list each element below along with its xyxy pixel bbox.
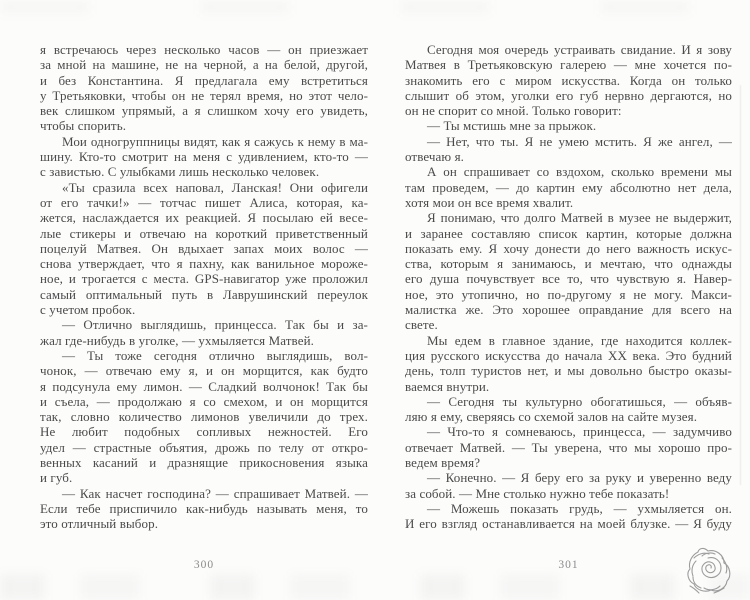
text-line: ция русского искусства до начала XX века. Это будний — [405, 347, 732, 363]
text-line: и без Константина. Я предлагала ему встретиться — [40, 72, 368, 88]
scan-noise-top — [0, 0, 750, 14]
text-line: — Ты мстишь мне за прыжок. — [427, 118, 597, 134]
text-line: Не любит подобных сопливых нежностей. Его — [40, 424, 368, 440]
text-line: это отличный выбор. — [40, 516, 159, 532]
text-line: хотя мои он все время хвалит. — [405, 194, 574, 210]
text-line: Матвея в Третьяковскую галерею — мне хочется по- — [405, 57, 732, 73]
text-line: он не спорит со мной. Только говорит: — [405, 103, 622, 119]
text-line: Мои одногруппницы видят, как я сажусь к нему в ма- — [62, 133, 368, 149]
text-line: поцелуй Матвея. Он вдыхает запах моих волос — — [40, 240, 368, 256]
text-line: венных касаний и дразнящие прикосновения языка — [40, 455, 368, 471]
text-line: ное, и трогается с места. GPS-навигатор уже проложил — [40, 271, 368, 287]
text-line: ства, которым я занимаюсь, и мечтаю, что однажды — [405, 256, 732, 272]
text-line: снова утверждает, что я пахну, как ванильное мороже- — [40, 256, 368, 272]
text-line: — Отлично выглядишь, принцесса. Так бы и за- — [62, 317, 368, 333]
text-line: за мной на машине, не на черной, а на белой, другой, — [40, 57, 368, 73]
text-line: и заранее составляю список картин, которые должна — [405, 225, 732, 241]
left-page-number: 300 — [193, 559, 215, 571]
text-line: его душа почувствует все то, что чувствую я. Навер- — [405, 271, 732, 287]
text-line: у Третьяковки, чтобы он не терял время, но этот чело- — [40, 87, 368, 103]
scan-noise-bottom — [0, 574, 750, 600]
text-line: за собой. — Мне столько нужно тебе показать! — [405, 485, 670, 501]
text-line: свете. — [405, 317, 438, 333]
text-line: малистка же. Это хорошее оправдание для всего на — [405, 302, 732, 318]
text-line: — Сегодня ты культурно обогатишься, — объяв- — [427, 393, 732, 409]
text-line: И его взгляд останавливается на моей блузке. — Я буду — [405, 516, 732, 532]
text-line: самый оптимальный путь в Лаврушинский переулок — [40, 286, 368, 302]
text-line: — Ты тоже сегодня отлично выглядишь, вол- — [62, 347, 368, 363]
text-line: — Как насчет господина? — спрашивает Матвей. — — [62, 485, 368, 501]
text-line: отвечаю я. — [405, 149, 465, 165]
text-line: Если тебе приспичило как-нибудь называть меня, то — [40, 500, 368, 516]
text-line: отвечает Матвей. — Ты уверена, что мы хорошо про- — [405, 439, 732, 455]
text-line: так, словно количество лимонов увеличили до трех. — [40, 409, 368, 425]
text-line: ное, это утопично, но по-другому я не могу. Макси- — [405, 286, 732, 302]
text-line: ляю я ему, сверяясь со схемой залов на сайте музея. — [405, 409, 698, 425]
text-line: день, толп туристов нет, и мы довольно быстро оказы- — [405, 363, 732, 379]
right-page-text — [405, 42, 732, 532]
text-line: — Что-то я сомневаюсь, принцесса, — задумчиво — [427, 424, 732, 440]
text-line: ваемся внутри. — [405, 378, 490, 394]
right-page-number: 301 — [558, 559, 579, 571]
text-line: слышит об этом, уголки его губ нервно дергаются, но — [405, 87, 732, 103]
text-line: А он спрашивает со вздохом, сколько времени мы — [427, 164, 732, 180]
text-line: — Конечно. — Я беру его за руку и уверенно веду — [427, 470, 732, 486]
text-line: Я понимаю, что долго Матвей в музее не выдержит, — [427, 210, 732, 226]
left-page-text — [40, 42, 368, 532]
text-line: Сегодня моя очередь устраивать свидание. И я зову — [427, 42, 732, 57]
text-line: с учетом пробок. — [40, 302, 136, 318]
text-line: лые стикеры и отвечаю на короткий приветственный — [40, 225, 368, 241]
text-line: знакомить его с миром искусства. Когда он только — [405, 72, 732, 88]
text-line: я встречаюсь через несколько часов — он приезжает — [40, 42, 368, 57]
text-line: жал где-нибудь в уголке, — ухмыляется Матвей. — [40, 332, 314, 348]
text-line: с завистью. С улыбками лишь несколько человек. — [40, 164, 320, 180]
text-line: и съела, — продолжаю я со смехом, и он морщится — [40, 393, 368, 409]
text-line: «Ты сразила всех наповал, Ланская! Они офигели — [62, 179, 368, 195]
text-line: и губ. — [40, 470, 73, 486]
text-line: Мы едем в главное здание, где находится коллек- — [427, 332, 732, 348]
text-line: век слишком упрямый, а я слишком хочу его увидеть, — [40, 103, 368, 119]
text-line: ведем время? — [405, 455, 481, 471]
text-line: — Нет, что ты. Я не умею мстить. Я же ангел, — — [427, 133, 732, 149]
text-line: там проведем, — до картин ему абсолютно нет дела, — [405, 179, 732, 195]
text-line: я подсунула ему лимон. — Сладкий волчонок! Так бы — [40, 378, 368, 394]
text-line: чонок, — отвечаю ему я, и он морщится, как будто — [40, 363, 368, 379]
text-line: шину. Кто-то смотрит на меня с удивлением, кто-то — — [40, 149, 368, 165]
text-line: от его тачки!» — тотчас пишет Алиса, которая, ка- — [40, 194, 368, 210]
text-line: жется, наслаждается их реакцией. Я посылаю ей весе- — [40, 210, 368, 226]
page-edge-shadow — [740, 85, 741, 485]
text-line: показать ему. Я хочу донести до него важность искус- — [405, 240, 732, 256]
text-line: удел — страстные объятия, дрожь по телу от откро- — [40, 439, 368, 455]
text-line: — Можешь показать грудь, — ухмыляется он. — [427, 500, 732, 516]
text-line: чтобы спорить. — [40, 118, 127, 134]
